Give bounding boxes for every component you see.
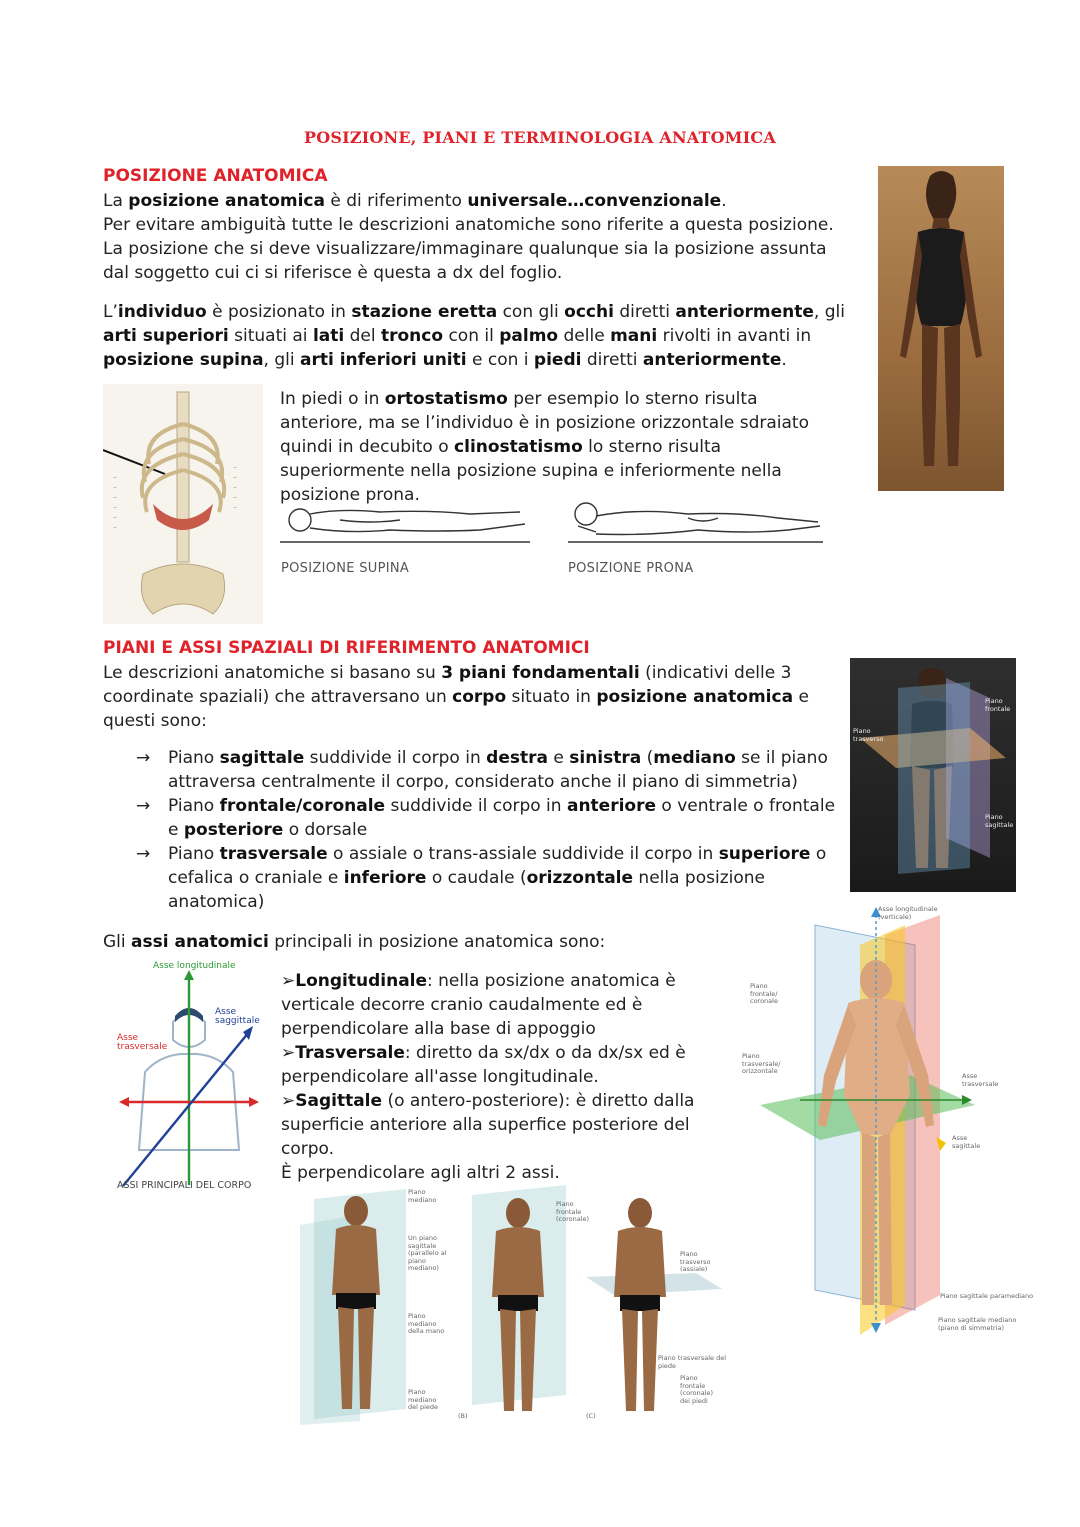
anatomical-position-photo [878,166,1004,491]
supine-drawing [280,490,530,550]
bold-term: 3 piani fondamentali [441,663,640,683]
text-run: o caudale ( [426,868,527,888]
label-piano-frontale-piedi: Piano frontale (coronale) dei piedi [680,1374,714,1405]
rich-line [103,189,863,213]
piani-intro [103,661,813,733]
list-item [136,794,838,842]
text-run: (o antero-posteriore): è diretto dalla superficie anteriore alla superfice posteriore del corpo. [281,1091,695,1159]
bold-term: destra [486,748,548,768]
planes-figure-right [740,905,1045,1345]
label-asse-sagittale: Asse sagittale [952,1134,981,1150]
text-run: se il piano attraversa centralmente il corpo, considerato anche il piano di simmetria) [168,748,828,792]
prone-drawing [568,490,823,550]
text-run: lo sterno risulta superiormente nella posizione supina e inferiormente nella posizione prona. [280,437,782,505]
bold-term: stazione eretta [351,302,498,322]
bold-term: sinistra [569,748,642,768]
text-run: principali in posizione anatomica sono: [268,932,606,952]
caption-posizione-prona: POSIZIONE PRONA [568,561,694,576]
text-run: suddivide il corpo in [385,796,567,816]
svg-text:—: — [113,505,117,510]
label-figure-c: (C) [586,1412,596,1420]
label-asse-saggittale: Asse saggittale [215,1007,260,1026]
label-piano-trasverso: Piano trasverso [853,727,884,743]
svg-text:—: — [113,475,117,480]
text-run: diretti [613,302,676,322]
axis-note: È perpendicolare agli altri 2 assi. [281,1163,560,1183]
text-run: Le descrizioni anatomiche si basano su [103,663,442,683]
label-asse-longitudinale-verticale: Asse longitudinale (verticale) [878,905,938,921]
list-item-text [168,844,826,912]
bold-term: Trasversale [295,1043,405,1063]
text-run: ➢ [281,1091,296,1111]
text-run: diretti [581,350,643,370]
label-piano-sagittale-mediano: Piano sagittale mediano (piano di simmetria) [938,1316,1017,1332]
label-figure-b: (B) [458,1412,468,1420]
text-run: : nella posizione anatomica è verticale decorre cranio caudalmente ed è perpendicolare alla base di appoggio [281,971,676,1039]
text-run: è posizionato in [206,302,352,322]
thorax-skeleton-figure [103,384,263,624]
label-piano-mediano: Piano mediano [408,1188,437,1204]
bold-term: mani [610,326,658,346]
caption-assi: ASSI PRINCIPALI DEL CORPO [117,1180,252,1191]
label-piano-frontale: Piano frontale [985,697,1011,713]
text-run: è di riferimento [324,191,468,211]
bold-term: mediano [653,748,736,768]
ortostatismo-paragraph [280,387,840,507]
bold-term: posizione anatomica [596,687,794,707]
bold-term: ortostatismo [384,389,508,409]
planes-photo [850,658,1016,892]
bold-term: assi anatomici [131,932,269,952]
bold-term: clinostatismo [454,437,583,457]
bold-term: inferiore [343,868,427,888]
axes-description [281,969,721,1185]
section-heading-piani: PIANI E ASSI SPAZIALI DI RIFERIMENTO ANATOMICI [103,638,590,658]
axes-diagram [103,960,273,1195]
text-run: ( [641,748,654,768]
bold-term: Longitudinale [295,971,428,991]
bold-term: anteriormente [642,350,782,370]
section-heading-posizione: POSIZIONE ANATOMICA [103,166,328,186]
text-run: situati ai [228,326,313,346]
text-run: o assiale o trans-assiale suddivide il corpo in [327,844,719,864]
bold-term: superiore [718,844,811,864]
svg-text:—: — [233,475,237,480]
list-item [136,746,838,794]
svg-text:—: — [233,505,237,510]
axis-item [281,969,721,1041]
list-item-text [168,796,835,840]
label-piano-sagittale-paramediano: Piano sagittale paramediano [940,1292,1034,1300]
arrow-icon: → [136,748,151,768]
text-run: con gli [497,302,565,322]
bold-term: piedi [533,350,582,370]
text-run: e questi sono: [103,687,809,731]
axis-item [281,1041,721,1089]
text-run: ➢ [281,971,296,991]
text-run: con il [443,326,500,346]
svg-text:—: — [233,465,237,470]
text-run: nella posizione anatomica) [168,868,765,912]
label-asse-longitudinale: Asse longitudinale [153,961,236,971]
label-piano-mediano-piede: Piano mediano del piede [408,1388,439,1411]
text-run: , gli [813,302,845,322]
assi-intro [103,930,605,954]
text-run: Piano [168,748,220,768]
bold-term: orizzontale [526,868,634,888]
text-run: Piano [168,844,220,864]
svg-text:—: — [113,515,117,520]
planes-list [136,746,838,914]
label-piano-sagittale-parallelo: Un piano sagittale (parallelo al piano mediano) [408,1234,447,1272]
svg-text:—: — [113,495,117,500]
label-piano-sagittale: Piano sagittale [985,813,1014,829]
text-run: . [721,191,727,211]
label-asse-trasversale: Asse trasversale [962,1072,999,1088]
bold-term: posizione supina [103,350,264,370]
bold-term: posizione anatomica [128,191,325,211]
text-run: Gli [103,932,132,952]
svg-text:—: — [233,495,237,500]
text-run: o dorsale [283,820,368,840]
text-run: (indicativi delle 3 coordinate spaziali) che attraversano un [103,663,792,707]
arrow-icon: → [136,844,151,864]
label-piano-frontale-coronale: Piano frontale/ coronale [750,982,778,1005]
text-run: Piano [168,796,220,816]
text-run: rivolti in avanti in [657,326,812,346]
text-run: del [344,326,381,346]
text-run: situato in [506,687,597,707]
text-run: delle [558,326,611,346]
bold-term: universale…convenzionale [467,191,722,211]
list-item-text [168,748,828,792]
bold-term: tronco [380,326,444,346]
text-run: e con i [466,350,534,370]
text-line: La posizione che si deve visualizzare/immaginare qualunque sia la posizione assunta [103,239,827,259]
text-run: In piedi o in [280,389,385,409]
caption-posizione-supina: POSIZIONE SUPINA [281,561,410,576]
intro-paragraph [103,189,863,285]
svg-text:—: — [113,485,117,490]
text-line: Per evitare ambiguità tutte le descrizioni anatomiche sono riferite a questa posizione. [103,215,834,235]
bold-term: individuo [117,302,207,322]
svg-text:—: — [113,525,117,530]
text-run: L’ [103,302,118,322]
svg-text:—: — [233,485,237,490]
bold-term: trasversale [219,844,328,864]
label-piano-trasversale-piede: Piano trasversale del piede [658,1354,727,1370]
text-run: per esempio lo sterno risulta anteriore, ma se l’individuo è in posizione orizzontale sdraiato quindi in decubito o [280,389,809,457]
arrow-icon: → [136,796,151,816]
label-piano-trasversale-orizzontale: Piano trasversale/ orizzontale [742,1052,781,1075]
text-run: o cefalica o craniale e [168,844,827,888]
label-asse-trasversale: Asse trasversale [117,1033,168,1052]
label-piano-trasverso-bottom: Piano trasverso (assiale) [680,1250,711,1273]
bold-term: occhi [564,302,614,322]
bold-term: sagittale [219,748,305,768]
axis-item [281,1089,721,1161]
text-run: , gli [263,350,300,370]
label-piano-mediano-mano: Piano mediano della mano [408,1312,445,1335]
text-run: ➢ [281,1043,296,1063]
label-piano-frontale-bottom: Piano frontale (coronale) [556,1200,590,1223]
posizione-description [103,300,848,372]
text-run: : diretto da sx/dx o da dx/sx ed è perpendicolare all'asse longitudinale. [281,1043,686,1087]
bold-term: posteriore [183,820,284,840]
bold-term: anteriore [566,796,657,816]
page-title: POSIZIONE, PIANI E TERMINOLOGIA ANATOMICA [304,128,776,147]
bold-term: frontale/coronale [219,796,386,816]
bold-term: anteriormente [675,302,814,322]
bold-term: palmo [499,326,559,346]
text-run: e [547,748,570,768]
list-item [136,842,838,914]
text-run: suddivide il corpo in [304,748,487,768]
text-line: dal soggetto cui ci si riferisce è questa a dx del foglio. [103,263,563,283]
text-run: La [103,191,129,211]
bold-term: lati [312,326,345,346]
text-run: o ventrale o frontale e [168,796,836,840]
bold-term: Sagittale [295,1091,383,1111]
planes-figures-bottom [296,1185,726,1425]
text-run: . [781,350,787,370]
bold-term: corpo [452,687,507,707]
bold-term: arti superiori [103,326,229,346]
bold-term: arti inferiori uniti [300,350,467,370]
